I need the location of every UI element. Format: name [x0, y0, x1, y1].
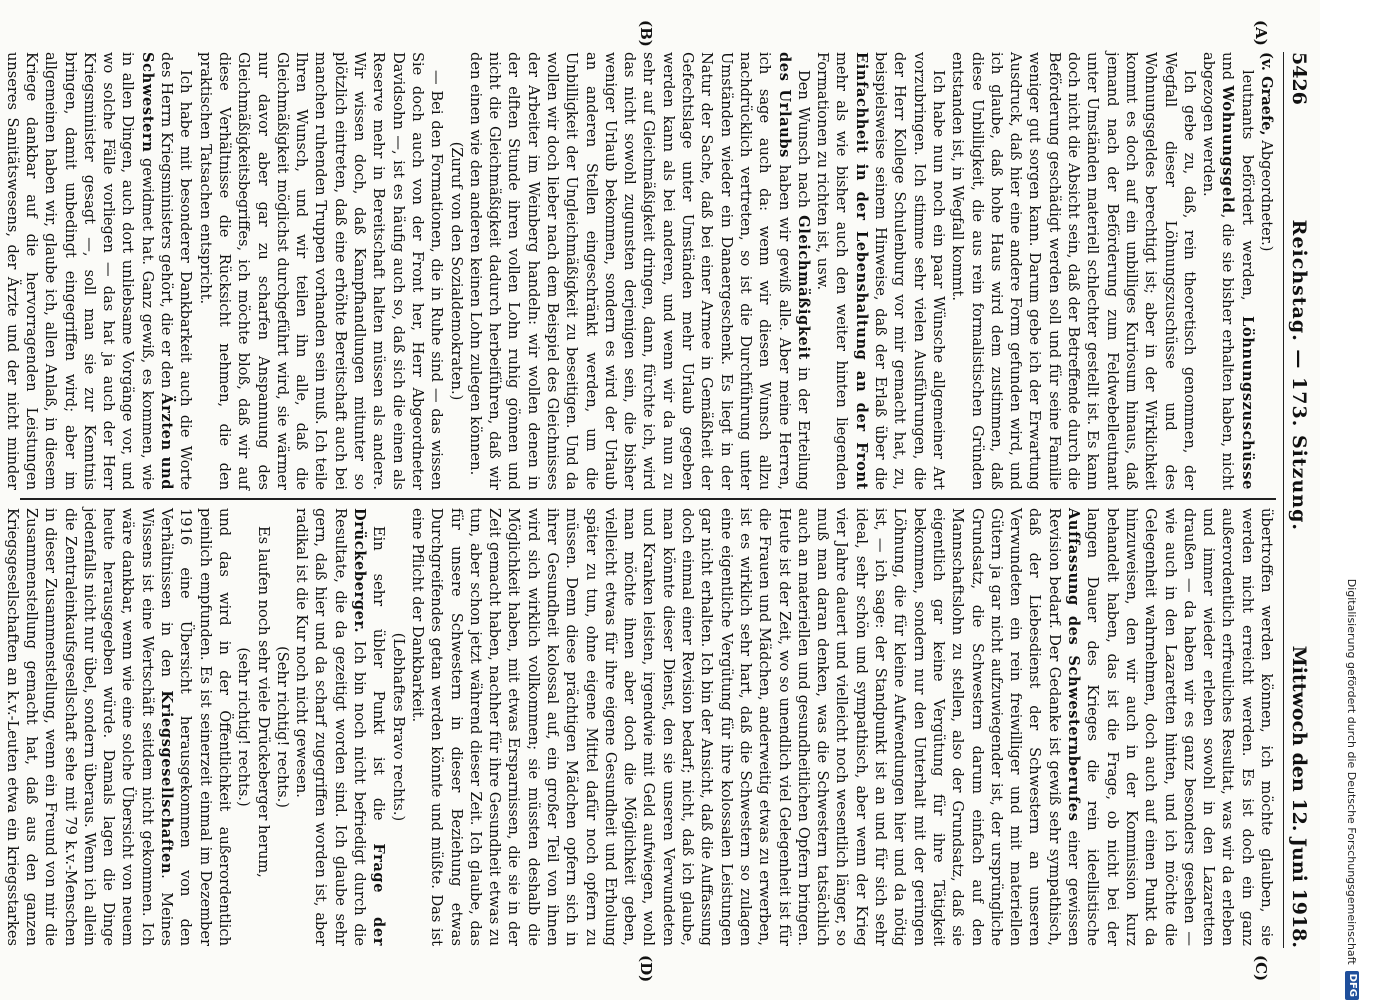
digitization-credit: [1341, 0, 1363, 1000]
text-run: Ich habe mit besonderer Dankbarkeit auch die Worte des Herrn Kriegsministers gehört, die er den: [158, 52, 195, 490]
emphasis-text: Kriegsgesellschaften: [158, 690, 176, 875]
text-run: Ein sehr übler Punkt ist die: [370, 526, 388, 844]
speaker-line: [1257, 52, 1276, 490]
emphasis-text: Frage der Drückeberger.: [351, 508, 388, 946]
paragraph: [1199, 52, 1257, 490]
paragraph: [292, 508, 388, 946]
interjection: (Lebhaftes Bravo rechts.): [389, 632, 407, 822]
text-run: leutnants befördert werden,: [1238, 70, 1256, 316]
column-divider: [20, 498, 1276, 500]
text-run: Ich habe nun noch ein paar Wünsche allgemeiner Art vorzubringen. Ich stimme sehr vielen Ausführungen, die der Herr Kollege Schulenburg vor mir gemacht hat, zu, beispielsweise seinem Hinweise, daß der Erlaß über die: [872, 52, 947, 490]
text-run: in der Erteilung: [794, 359, 812, 491]
paragraph: Es laufen noch sehr viele Drückeberger herum,: [254, 526, 272, 878]
emphasis-text: Einfachheit in der Lebenshaltung an der Front: [852, 52, 870, 490]
text-run: gewidmet hat. Ganz gewiß, es kommen, wie in allen Dingen, auch dort unliebsame Vorgänge vor, und wo solche Fälle vorliegen — das hat ja auch der Herr Kriegsminister gesagt —, soll man sie zur Kenntnis bringen, damit unbedingt eingegriffen wird; aber im allgemeinen haben wir, glaube ich, allen Anlaß, in diesem Kriege dankbar auf die hervorragenden Leistungen unseres Sanitätswesens, der Ärzte und der nicht minder: [3, 52, 156, 490]
paragraph: [813, 52, 948, 490]
interjection: (Sehr richtig! rechts.): [273, 646, 291, 808]
text-run: einer gewissen Revision bedarf. Der Gedanke ist gewiß sehr sympathisch, daß der Liebesdienst der Schwestern an unseren Verwundeten ein rein freiwilliger und mit materiellen Gütern ja gar nicht aufzuwiegender ist, der ursprüngliche Grundsatz, die Schwestern darum einfach auf den Mannschaftslohn zu stellen, also der Grundsatz, daß sie eigentlich gar keine Vergütung für ihre Tätigkeit bekommen, sondern nur den Unterhalt mit der geringen Löhnung, die für kleine Aufwendungen hier und da nötig ist, — ich sage: der Standpunkt ist an und für sich sehr ideal, sehr schön und sympathisch, aber wenn der Krieg vier Jahre dauert und vielleicht noch wesentlich länger, so muß man daran denken, was die Schwestern tatsächlich auch an materiellen und gesundheitlichen Opfern bringen. Heute ist der Zeit, wo so unendlich viel Gelegenheit ist für die Frauen und Mädchen, anderweitig etwas zu erwerben, ist es wirklich sehr hart, daß die Schwestern so zulagen eine eigentliche Vergütung für ihre kolossalen Leistungen gar nicht erhalten. Ich bin der Ansicht, daß die Auffassung doch einmal einer Revision bedarf; nicht, daß ich glaube, man könnte dieser Dienst, den sie unseren Verwundeten und Kranken leisten, irgendwie mit Geld aufwiegen, wohl man möchte ihnen aber doch die Möglichkeit geben, vielleicht etwas für ihre eigene Gesundheit und Erholung später zu tun, ohne eigene Mittel dafür noch opfern zu müssen. Denn diese prächtigen Mädchen opfern sich in ihrer Gesundheit kolossal auf, ein großer Teil von ihnen wird sich wirklich vollkommen; sie müssten deshalb die Möglichkeit haben, mit etwas Ersparnissen, die sie in der Zeit gemacht haben, nachher für ihre Gesundheit etwas zu tun, aber schon jetzt während dieser Zeit. Ich glaube, das für unsere Schwestern in dieser Beziehung etwas Durchgreifendes getan werden könnte und müßte. Das ist eine Pflicht der Dankbarkeit.: [408, 508, 1083, 946]
text-run: und: [1219, 52, 1237, 86]
emphasis-text: Gleichmäßigkeit: [794, 215, 812, 360]
paragraph: [0, 508, 234, 946]
emphasis-text: des Urlaubs: [775, 52, 793, 158]
speaker-role: Abgeordneter.): [1258, 140, 1275, 252]
interjection: (sehr richtig! rechts.): [235, 647, 253, 807]
credit-text: Digitalisierung gefördert durch die Deutsche Forschungsgemeinschaft: [1345, 578, 1359, 965]
left-column: [3, 52, 1276, 491]
interjection: (Zuruf von den Sozialdemokraten.): [447, 141, 465, 401]
emphasis-text: Löhnungszuschüsse: [1238, 316, 1256, 490]
paragraph: [408, 508, 1276, 946]
text-run: Ich bin noch nicht befriedigt durch die Resultate, die da gezeitigt worden sind. Ich glaube sehr gern, daß hier und da scharf zugegriffen worden ist, aber radikal ist die Kur noch nicht gewesen.: [293, 508, 369, 946]
text-run: mehr als wie bisher auch den weiter hinten liegenden Formationen zu richten ist, usw.: [814, 52, 851, 490]
text-run: und das wird in der Öffentlichkeit außerordentlich peinlich empfunden. Es ist seinerzeit einmal im Dezember 1916 eine Übersicht herausgekommen von den Verhältnissen in den: [158, 508, 233, 946]
page-date: Mittwoch den 12. Juni 1918.: [1288, 645, 1310, 948]
margin-marker-a: (A): [1252, 20, 1270, 46]
emphasis-text: Ärzten und Schwestern: [138, 52, 176, 490]
margin-marker-b: (B): [637, 20, 655, 47]
speaker-name: (v. Graefe,: [1258, 52, 1275, 136]
paragraph: [466, 52, 813, 490]
text-run: übertroffen werden können, ich möchte glauben, sie werden nicht erreicht werden. Es ist doch ein ganz außerordentlich erfreuliches Resultat, was wir da erleben und immer wieder erleben sowohl in den Lazaretten draußen — da haben wir es ganz besonders gesehen — wie auch in den Lazaretten hinten, und ich möchte die Gelegenheit wahrnehmen, doch auch auf einen Punkt da hinzuweisen, den wir auch in der Kommission kurz behandelt haben, das ist die Frage, ob nicht bei der langen Dauer des Krieges die rein ideellistische: [1084, 508, 1275, 946]
text-run: , die sie bisher erhalten haben, nicht abgezogen werden.: [1200, 52, 1237, 491]
margin-marker-d: (D): [637, 955, 655, 983]
page-title: Reichstag. — 173. Sitzung.: [1288, 219, 1310, 531]
page-number: 5426: [1288, 52, 1310, 105]
text-run: Den Wunsch nach: [794, 70, 812, 216]
emphasis-text: Auffassung des Schwesternberufes: [1065, 508, 1083, 822]
page-header: [1283, 52, 1314, 948]
paragraph: — Bei den Formationen, die in Ruhe sind — das wissen Sie doch auch von der Front her, Herr Abgeordneter Davidsohn —, ist es häufig auch so, daß sich die einen als Reserve mehr in Bereitschaft halten müssen als andere. Wir wissen doch, daß Kampfhandlungen mitunter so plötzlich eintreten, daß eine erhöhte Bereitschaft auch bei manchen ruhenden Truppen vorhanden sein muß. Ich teile Ihren Wunsch, und wir teilen ihn alle, daß die Gleichmäßigkeit möglichst durchgeführt wird, sie wärmer nur davor aber gar zu scharfen Anspannung des Gleichmäßigkeitsbegriffes, ich möchte bloß, daß wir auf diese Verhältnisse die Rücksicht nehmen, die den praktischen Tatsachen entspricht.: [196, 52, 446, 490]
paragraph: Ich gebe zu, daß, rein theoretisch genommen, der Wegfall dieser Löhnungszuschüsse und des Wohnungsgeldes berechtigt ist; aber in der Wirklichkeit kommt es doch auf ein unbilliges Kuriosum hinaus, daß jemand nach der Beförderung zum Feldwebelleutnant unter Umständen materiell schlechter gestellt ist. Es kann doch nicht die Absicht sein, daß der Betreffende durch die Beförderung geschädigt werden soll und für seine Familie weniger gut sorgen kann. Darum gebe ich der Erwartung Ausdruck, daß hier eine andere Form gefunden wird, und ich glaube, daß hohe Haus wird dem zustimmen, daß diese Unbilligkeit, die aus rein formalistischen Gründen entstanden ist, in Wegfall kommt.: [949, 52, 1198, 490]
right-column: [3, 508, 1276, 946]
emphasis-text: Wohnungsgeld: [1219, 85, 1237, 214]
text-run: . Meines Wissens ist eine Wertschäft seitdem nicht gekommen. Ich wäre dankbar, wenn wie eine solche Übersicht von neuem heute herausgegeben würde. Damals lagen die Dinge jedenfalls nicht nur übel, sondern überaus. Wenn ich allein die Zentraleinkaufsgesellschaft sehe mit 79 k.v.-Menschen in dieser Zusammenstellung, wenn ein Freund von mir die Zusammenstellung gemacht hat, daß aus den ganzen Kriegsgesellschaften an k.v.-Leuten etwa ein kriegsstarkes: [3, 508, 176, 946]
dfg-logo: DFG: [1345, 971, 1359, 1000]
margin-marker-c: (C): [1252, 955, 1270, 982]
paragraph: [0, 52, 195, 490]
text-run: haben wir gewiß alle. Aber meine Herren, ich sage auch da: wenn wir diesen Wunsch allzu nachdrücklich vertreten, so ist die Durchführung unter Umständen wieder ein Danaergeschenk. Es liegt in der Natur der Sache, daß bei einer Armee in Gemäßheit der Gefechtslage unter Umständen mehr Urlaub gegeben werden kann als bei anderen, und wenn wir da nun zu sehr auf Gleichmäßigkeit dringen, dann, fürchte ich, wird das nicht sowohl zugunsten derjenigen sein, die bisher weniger Urlaub bekommen, sondern es wird der Urlaub an anderen Stellen eingeschränkt werden, um die Unbilligkeit der Ungleichmäßigkeit zu beseitigen. Und da wollen wir doch lieber nach dem Beispiel des Gleichnisses der Arbeiter im Weinberg handeln: wir wollen denen in der elften Stunde ihren vollen Lohn ruhig gönnen und nicht die Gleichmäßigkeit dadurch herbeiführen, daß wir den einen wie den anderen keinen Lohn zulegen können.: [466, 52, 793, 490]
